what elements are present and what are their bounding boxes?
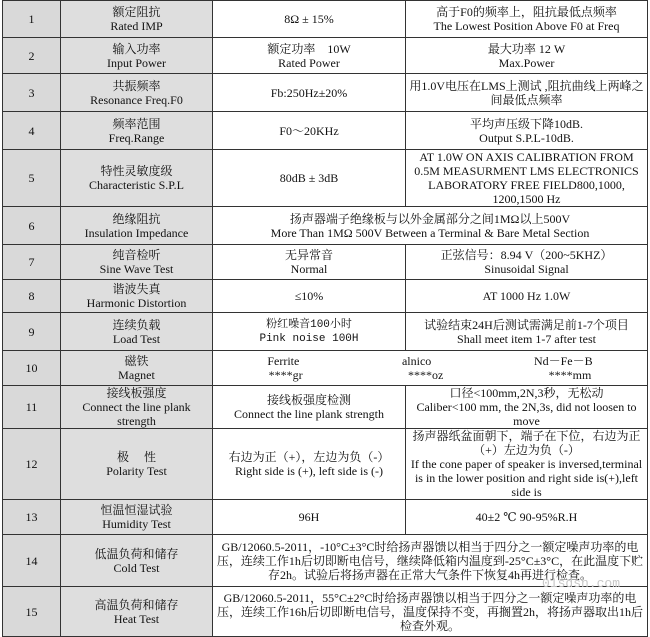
spec-value: 接线板强度检测 Connect the line plank strength bbox=[213, 386, 406, 429]
table-row bbox=[3, 38, 648, 74]
table-row bbox=[3, 351, 648, 386]
spec-condition: 40±2 ℃ 90-95%R.H bbox=[406, 500, 648, 535]
spec-value: 96H bbox=[213, 500, 406, 535]
spec-value: GB/12060.5-2011，55°C±2°C时给扬声器馈以相当于四分之一额定噪声功率的电压，连续工作16h后切即断电信号，温度保持不变，再搁置2h，将扬声器取出1h后检查外观。 bbox=[213, 587, 648, 637]
table-row bbox=[3, 587, 648, 637]
spec-value: GB/12060.5-2011，-10°C±3°C时给扬声器馈以相当于四分之一额定噪声功率的电压，连续工作1h后切即断电信号，继续降低箱内温度到-25°C±3°C，在此温度下贮存2h。试验后将扬声器在正常大气条件下恢复4h再进行检查。 bbox=[213, 535, 648, 587]
row-number: 9 bbox=[3, 313, 61, 351]
spec-value: 粉红噪音100小时 Pink noise 100H bbox=[213, 313, 406, 351]
row-number: 1 bbox=[3, 1, 61, 38]
row-number: 10 bbox=[3, 351, 61, 386]
table-row bbox=[3, 280, 648, 313]
spec-table bbox=[2, 0, 648, 637]
table-row bbox=[3, 150, 648, 207]
watermark: 01sdsh.com bbox=[541, 576, 620, 591]
row-number: 8 bbox=[3, 280, 61, 313]
magnet-type: Ferrite bbox=[267, 354, 300, 368]
spec-condition: AT 1.0W ON AXIS CALIBRATION FROM 0.5M MEASURMENT LMS ELECTRONICS LABORATORY FREE FIELD800,1000, 1200,1500 Hz bbox=[406, 150, 648, 207]
item-name: 恒温恒湿试验 Humidity Test bbox=[61, 500, 213, 535]
spec-value: 额定功率 10W Rated Power bbox=[213, 38, 406, 74]
table-row bbox=[3, 74, 648, 112]
spec-condition: 用1.0V电压在LMS上测试 ,阻抗曲线上两峰之间最低点频率 bbox=[406, 74, 648, 112]
row-number: 15 bbox=[3, 587, 61, 637]
magnet-spec: ****oz bbox=[407, 368, 444, 382]
spec-condition: 高于F0的频率上，阻抗最低点频率 The Lowest Position Above F0 at Freq bbox=[406, 1, 648, 38]
item-name: 连续负载 Load Test bbox=[61, 313, 213, 351]
item-name: 高温负荷和储存 Heat Test bbox=[61, 587, 213, 637]
item-name: 纯音检听 Sine Wave Test bbox=[61, 245, 213, 280]
spec-value: F0～20KHz bbox=[213, 112, 406, 150]
table-row bbox=[3, 112, 648, 150]
spec-value: 无异常音 Normal bbox=[213, 245, 406, 280]
spec-value: Fb:250Hz±20% bbox=[213, 74, 406, 112]
spec-condition: 口径<100mm,2N,3秒，无松动 Caliber<100 mm, the 2N,3s, did not loosen to move bbox=[406, 386, 648, 429]
row-number: 2 bbox=[3, 38, 61, 74]
table-row bbox=[3, 207, 648, 245]
item-name: 绝缘阻抗 Insulation Impedance bbox=[61, 207, 213, 245]
item-name: 额定阻抗 Rated IMP bbox=[61, 1, 213, 38]
item-name: 低温负荷和储存 Cold Test bbox=[61, 535, 213, 587]
spec-condition: 平均声压级下降10dB. Output S.P.L-10dB. bbox=[406, 112, 648, 150]
table-row bbox=[3, 500, 648, 535]
spec-value: ≤10% bbox=[213, 280, 406, 313]
row-number: 12 bbox=[3, 429, 61, 500]
spec-condition: 正弦信号：8.94 V（200~5KHZ） Sinusoidal Signal bbox=[406, 245, 648, 280]
item-name: 频率范围 Freq.Range bbox=[61, 112, 213, 150]
table-row bbox=[3, 386, 648, 429]
table-row bbox=[3, 1, 648, 38]
item-name: 极 性 Polarity Test bbox=[61, 429, 213, 500]
magnet-spec: ****mm bbox=[548, 368, 592, 382]
row-number: 4 bbox=[3, 112, 61, 150]
table-row bbox=[3, 313, 648, 351]
table-row bbox=[3, 245, 648, 280]
magnet-type: alnico bbox=[401, 354, 432, 368]
spec-value: 8Ω ± 15% bbox=[213, 1, 406, 38]
magnet-spec: ****gr bbox=[268, 368, 303, 382]
item-name: 接线板强度 Connect the line plank strength bbox=[61, 386, 213, 429]
spec-condition: 试验结束24H后测试需满足前1-7个项目 Shall meet item 1-7 after test bbox=[406, 313, 648, 351]
row-number: 3 bbox=[3, 74, 61, 112]
spec-condition: 扬声器纸盆面朝下，端子在下位，右边为正（+）左边为负（-） If the cone paper of speaker is inversed,terminal is in the lower position and right side is(+),left side is bbox=[406, 429, 648, 500]
item-name: 磁铁 Magnet bbox=[61, 351, 213, 386]
row-number: 7 bbox=[3, 245, 61, 280]
row-number: 13 bbox=[3, 500, 61, 535]
item-name: 谐波失真 Harmonic Distortion bbox=[61, 280, 213, 313]
item-name: 共振频率 Resonance Freq.F0 bbox=[61, 74, 213, 112]
row-number: 11 bbox=[3, 386, 61, 429]
row-number: 5 bbox=[3, 150, 61, 207]
table-row bbox=[3, 429, 648, 500]
magnet-options bbox=[213, 351, 648, 386]
item-name: 特性灵敏度级 Characteristic S.P.L bbox=[61, 150, 213, 207]
row-number: 6 bbox=[3, 207, 61, 245]
spec-condition: 最大功率 12 W Max.Power bbox=[406, 38, 648, 74]
spec-value: 扬声器端子绝缘板与以外金属部分之间1MΩ以上500V More Than 1MΩ 500V Between a Terminal & Bare Metal Section bbox=[213, 207, 648, 245]
spec-value: 80dB ± 3dB bbox=[213, 150, 406, 207]
magnet-type: Nd－Fe－B bbox=[533, 354, 593, 368]
item-name: 输入功率 Input Power bbox=[61, 38, 213, 74]
row-number: 14 bbox=[3, 535, 61, 587]
spec-condition: AT 1000 Hz 1.0W bbox=[406, 280, 648, 313]
spec-value: 右边为正（+），左边为负（-） Right side is (+), left side is (-) bbox=[213, 429, 406, 500]
